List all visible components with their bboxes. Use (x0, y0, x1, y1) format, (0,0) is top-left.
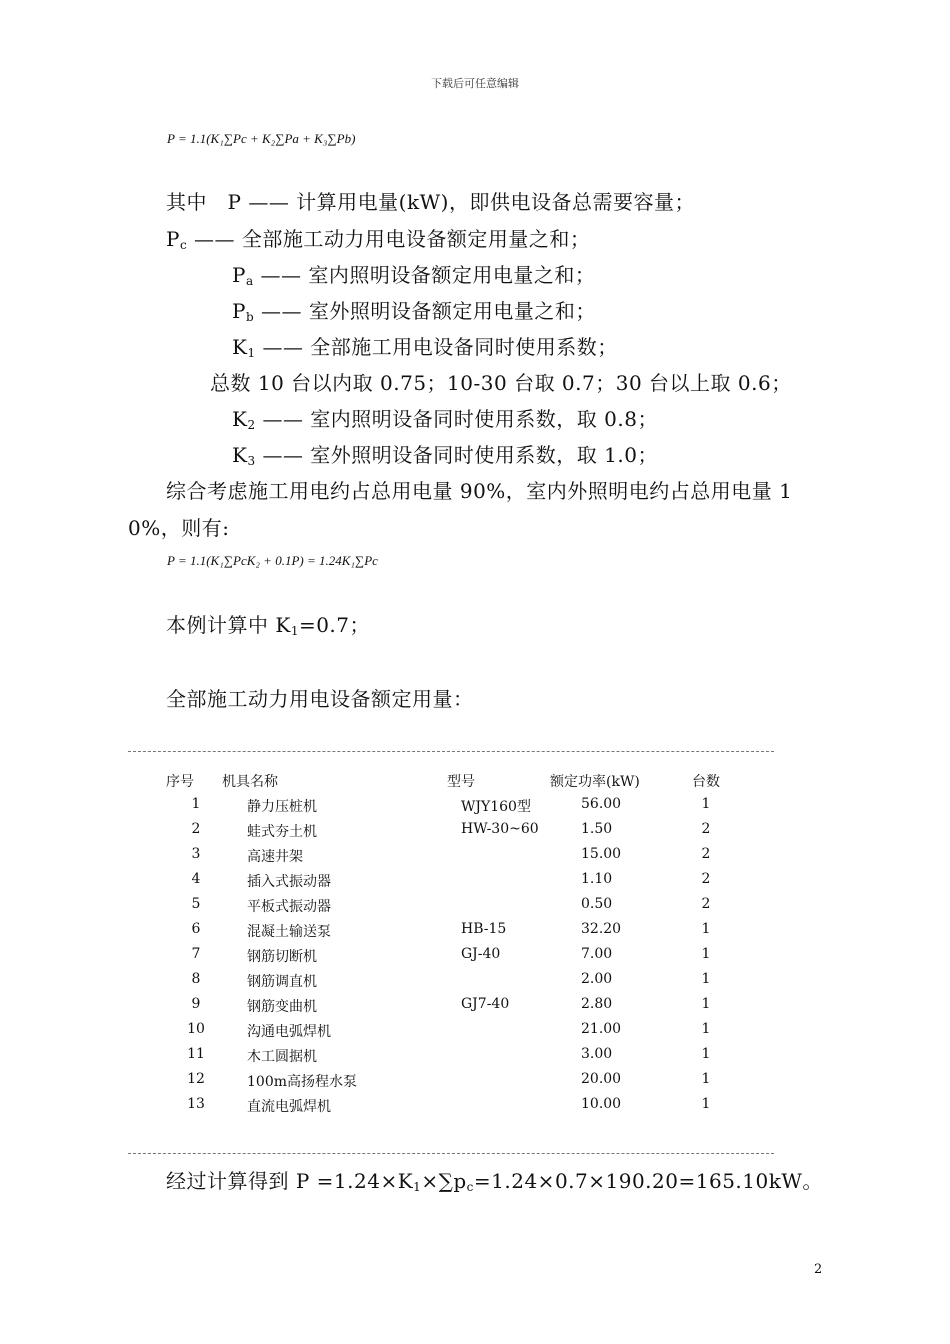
symbol-subscript: b (245, 310, 255, 324)
cell-power: 32.20 (581, 921, 622, 937)
cell-name: 100m高扬程水泵 (247, 1074, 357, 1090)
k1-value: =0.7； (298, 613, 371, 637)
symbol: P (166, 227, 180, 251)
cell-count: 1 (701, 1021, 711, 1037)
cell-power: 3.00 (581, 1046, 613, 1062)
cell-power: 2.00 (581, 971, 613, 987)
symbol-subscript: c (179, 238, 188, 252)
header-power: 额定功率(kW) (550, 774, 640, 790)
cell-name: 钢筋调直机 (247, 974, 317, 990)
cell-name: 直流电弧焊机 (247, 1099, 331, 1115)
equipment-list-heading: 全部施工动力用电设备额定用量： (166, 687, 474, 711)
cell-power: 21.00 (581, 1021, 622, 1037)
k1-values-note: 总数 10 台以内取 0.75；10-30 台取 0.7；30 台以上取 0.6； (210, 371, 792, 395)
symbol-subscript: 2 (247, 418, 256, 432)
cell-model: WJY160型 (461, 799, 531, 815)
cell-count: 2 (701, 871, 711, 887)
cell-index: 5 (191, 896, 201, 912)
result-text: ×∑p (421, 1169, 467, 1193)
k1-subscript: 1 (290, 624, 299, 638)
cell-power: 2.80 (581, 996, 613, 1012)
cell-power: 7.00 (581, 946, 613, 962)
table-top-divider (128, 751, 774, 752)
formula-total-power (167, 131, 355, 147)
cell-index: 13 (187, 1096, 205, 1112)
cell-count: 1 (701, 1096, 711, 1112)
result-subscript: c (466, 1180, 474, 1194)
cell-name: 沟通电弧焊机 (247, 1024, 331, 1040)
definition-pa (232, 259, 595, 288)
cell-power: 1.50 (581, 821, 613, 837)
cell-name: 木工圆据机 (247, 1049, 317, 1065)
cell-index: 2 (191, 821, 201, 837)
cell-index: 6 (191, 921, 201, 937)
cell-model: GJ7-40 (461, 996, 510, 1012)
cell-name: 插入式振动器 (247, 874, 331, 890)
cell-count: 1 (701, 1071, 711, 1087)
cell-index: 3 (191, 846, 201, 862)
paragraph-line-2: 0%，则有: (128, 516, 230, 540)
cell-name: 混凝土输送泵 (247, 924, 331, 940)
calculation-result (166, 1165, 823, 1194)
cell-name: 蛙式夯土机 (247, 824, 317, 840)
cell-model: GJ-40 (461, 946, 501, 962)
definition-k2 (232, 403, 658, 432)
cell-model: HW-30~60 (461, 821, 539, 837)
result-text: =1.24×0.7×190.20=165.10kW。 (473, 1169, 823, 1193)
symbol: P (232, 299, 246, 323)
cell-count: 2 (701, 846, 711, 862)
symbol: P (232, 263, 246, 287)
paragraph-line-1: 综合考虑施工用电约占总用电量 90%，室内外照明电约占总用电量 1 (166, 479, 793, 503)
formula-simplified-text: P = 1.1(K₁∑PcK₂ + 0.1P) = 1.24K₁∑Pc (167, 553, 378, 568)
cell-index: 11 (187, 1046, 205, 1062)
formula-simplified (167, 553, 378, 569)
cell-count: 1 (701, 971, 711, 987)
cell-power: 1.10 (581, 871, 613, 887)
cell-count: 2 (701, 896, 711, 912)
header-count: 台数 (692, 774, 720, 790)
cell-power: 15.00 (581, 846, 622, 862)
page-number: 2 (814, 1262, 823, 1277)
definition-text: —— 室外照明设备同时使用系数，取 1.0； (255, 443, 658, 467)
cell-name: 钢筋变曲机 (247, 999, 317, 1015)
cell-count: 1 (701, 1046, 711, 1062)
k1-example-value (166, 609, 370, 638)
definition-pb (232, 295, 596, 324)
cell-index: 12 (187, 1071, 205, 1087)
cell-index: 8 (191, 971, 201, 987)
definition-text: —— 室内照明设备额定用电量之和； (253, 263, 596, 287)
page-header: 下载后可任意编辑 (431, 77, 519, 90)
cell-count: 1 (701, 996, 711, 1012)
cell-name: 静力压桩机 (247, 799, 317, 815)
header-name: 机具名称 (222, 774, 278, 790)
cell-name: 钢筋切断机 (247, 949, 317, 965)
definition-k1 (232, 331, 618, 360)
cell-power: 20.00 (581, 1071, 622, 1087)
cell-model: HB-15 (461, 921, 507, 937)
k1-text: 本例计算中 K (166, 613, 291, 637)
symbol-subscript: 1 (247, 346, 256, 360)
cell-name: 高速井架 (247, 849, 303, 865)
cell-count: 2 (701, 821, 711, 837)
definition-text: —— 全部施工用电设备同时使用系数； (255, 335, 618, 359)
cell-count: 1 (701, 796, 711, 812)
header-model: 型号 (447, 774, 475, 790)
definition-text: —— 全部施工动力用电设备额定用量之和； (187, 227, 591, 251)
cell-power: 10.00 (581, 1096, 622, 1112)
cell-index: 10 (187, 1021, 205, 1037)
definition-p: 其中 P —— 计算用电量(kW)，即供电设备总需要容量； (166, 190, 695, 214)
symbol-subscript: 3 (247, 454, 256, 468)
result-subscript: 1 (413, 1180, 422, 1194)
result-text: 经过计算得到 P =1.24×K (166, 1169, 414, 1193)
definition-pc (166, 223, 590, 252)
cell-index: 4 (191, 871, 201, 887)
formula-total-power-text: P = 1.1(K₁∑Pc + K₂∑Pa + K₃∑Pb) (167, 131, 356, 146)
definition-text: —— 室内照明设备同时使用系数，取 0.8； (255, 407, 658, 431)
symbol-subscript: a (245, 274, 254, 288)
symbol: K (232, 443, 248, 467)
header-index: 序号 (166, 774, 194, 790)
cell-index: 1 (191, 796, 201, 812)
cell-index: 7 (191, 946, 201, 962)
cell-count: 1 (701, 946, 711, 962)
definition-k3 (232, 439, 658, 468)
definition-text: —— 室外照明设备额定用电量之和； (254, 299, 596, 323)
cell-name: 平板式振动器 (247, 899, 331, 915)
cell-index: 9 (191, 996, 201, 1012)
symbol: K (232, 407, 248, 431)
cell-power: 0.50 (581, 896, 613, 912)
symbol: K (232, 335, 248, 359)
cell-power: 56.00 (581, 796, 622, 812)
cell-count: 1 (701, 921, 711, 937)
table-bottom-divider (128, 1153, 774, 1154)
